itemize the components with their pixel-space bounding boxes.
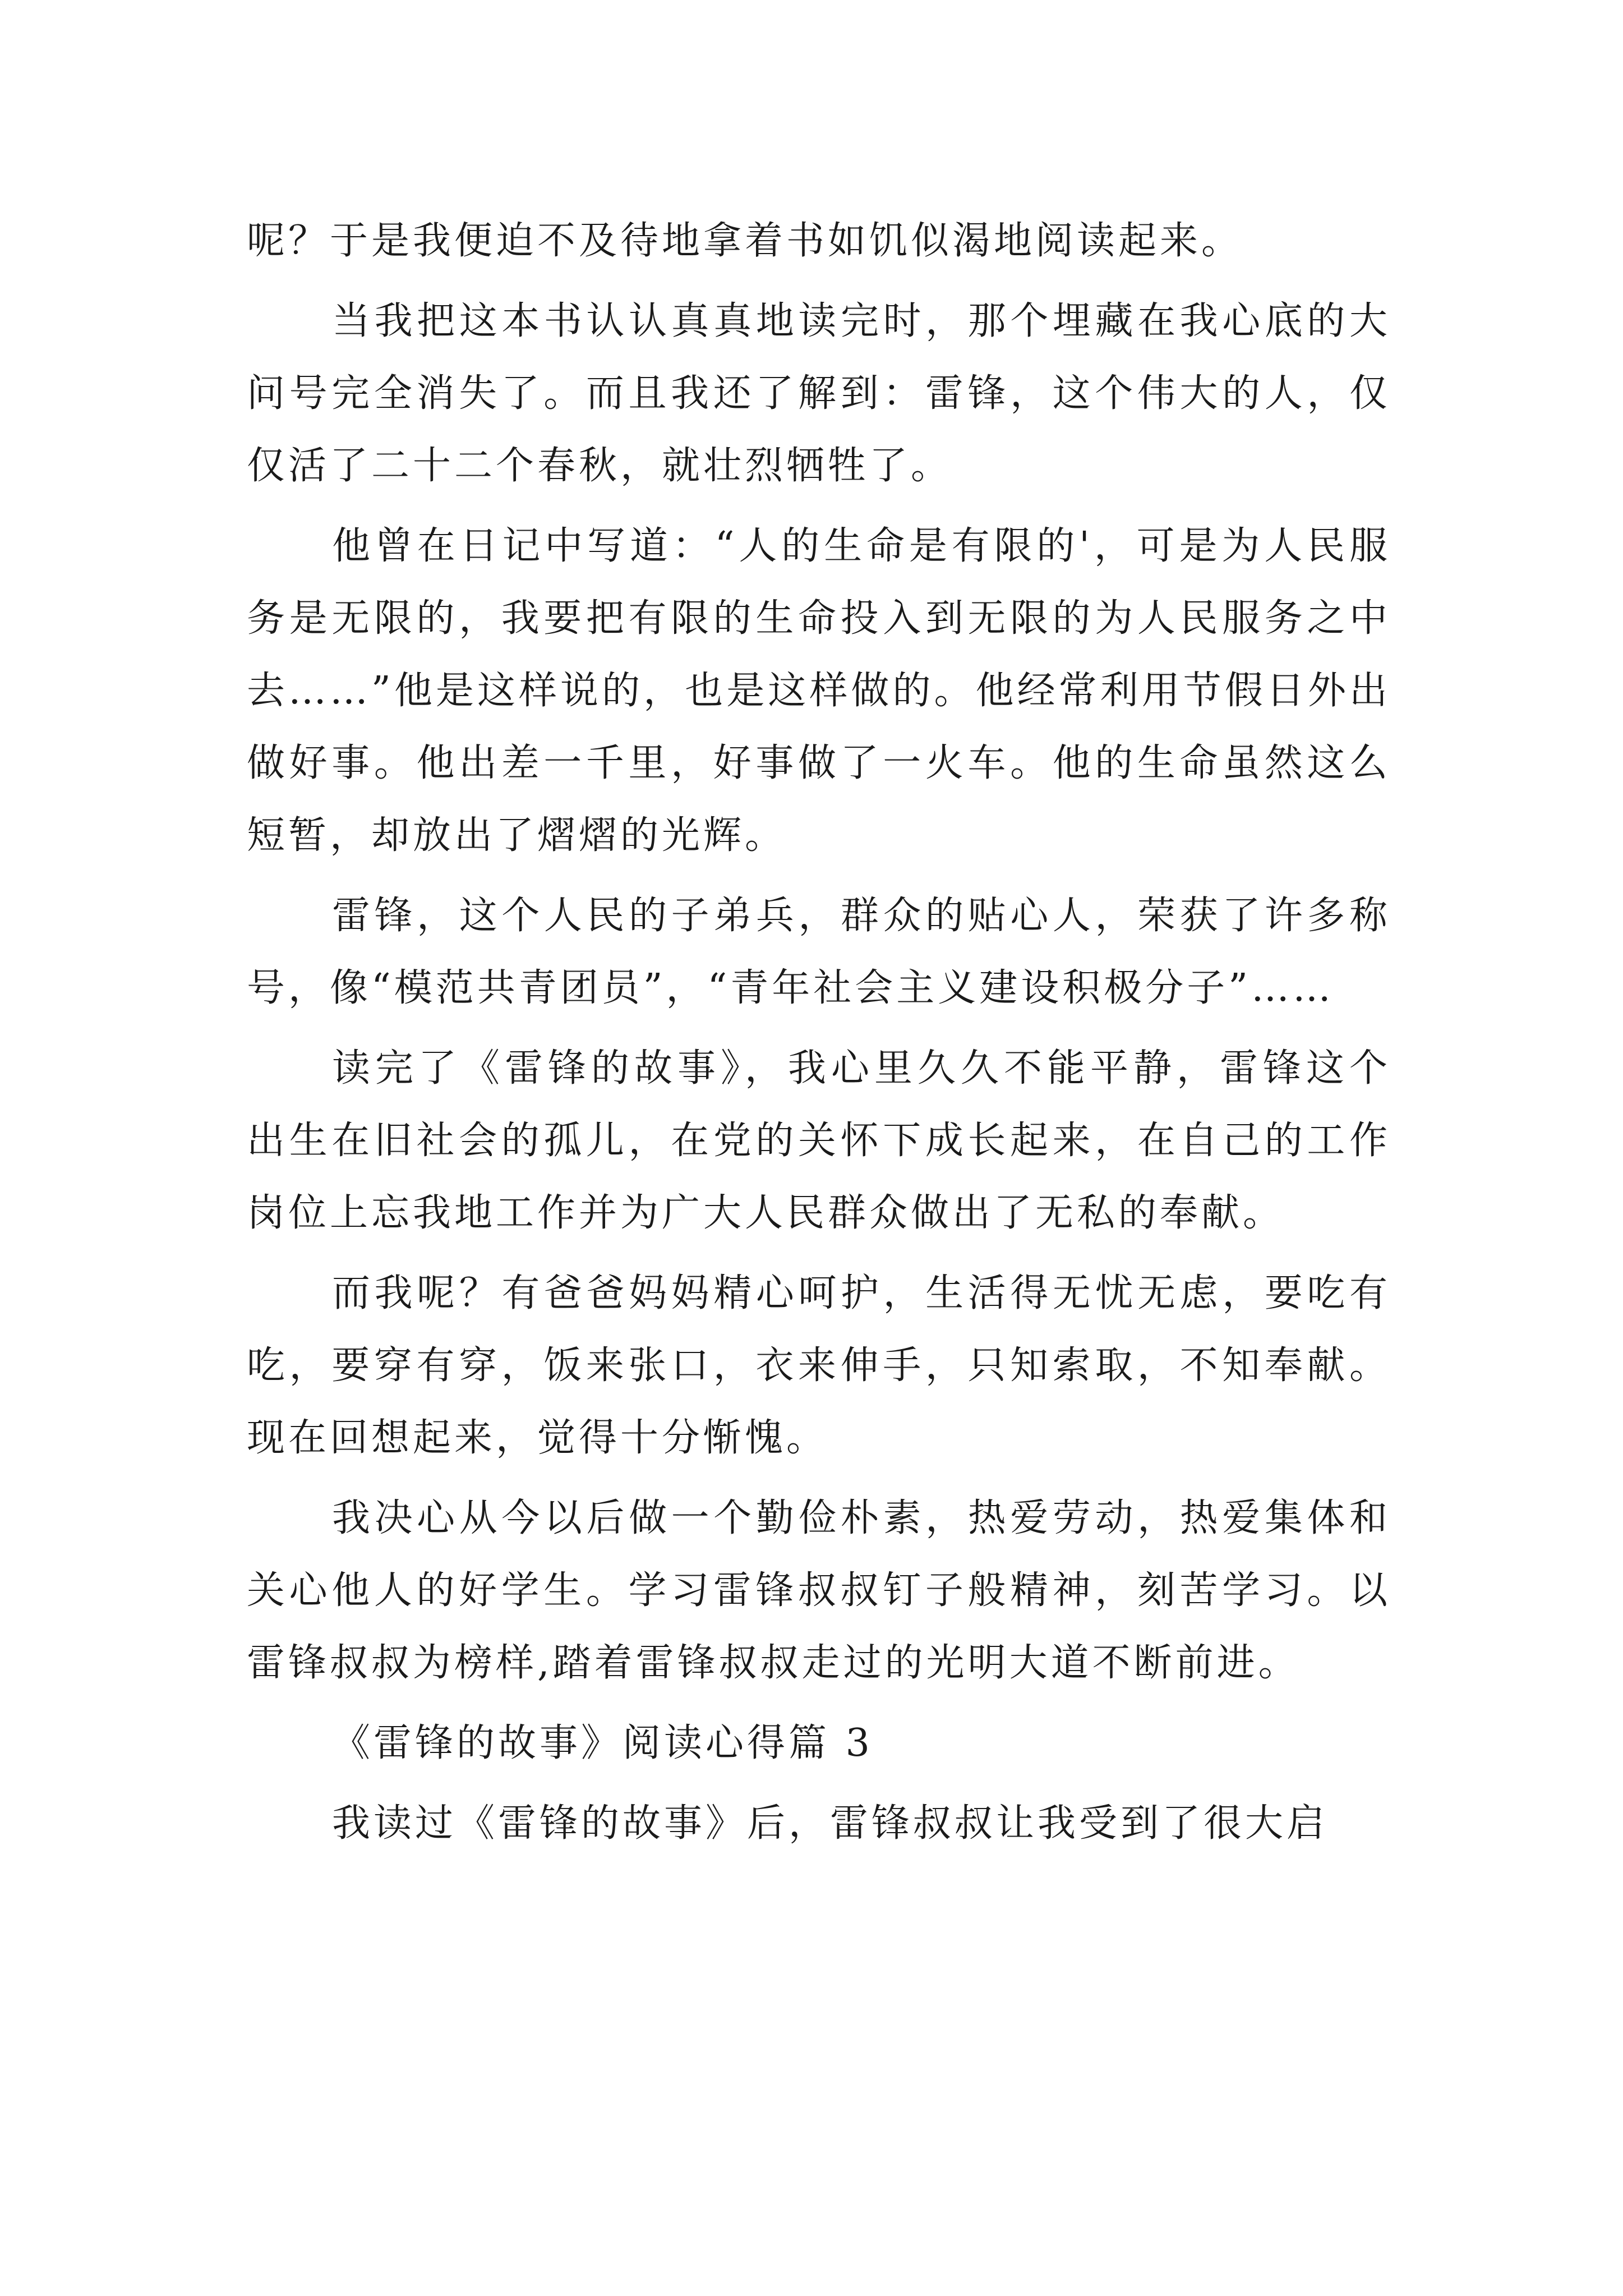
paragraph: 雷锋，这个人民的子弟兵，群众的贴心人，荣获了许多称号，像“模范共青团员”，“青年社会主义建设积极分子”……: [247, 894, 1391, 1010]
paragraph: 而我呢？有爸爸妈妈精心呵护，生活得无忧无虑，要吃有吃，要穿有穿，饭来张口，衣来伸手，只知索取，不知奉献。现在回想起来，觉得十分惭愧。: [247, 1271, 1391, 1460]
paragraph: 读完了《雷锋的故事》，我心里久久不能平静，雷锋这个出生在旧社会的孤儿，在党的关怀下成长起来，在自己的工作岗位上忘我地工作并为广大人民群众做出了无私的奉献。: [247, 1046, 1391, 1235]
document-body: [247, 205, 1391, 1867]
paragraph: 他曾在日记中写道：“人的生命是有限的'，可是为人民服务是无限的，我要把有限的生命投入到无限的为人民服务之中去……”他是这样说的，也是这样做的。他经常利用节假日外出做好事。他出差一千里，好事做了一火车。他的生命虽然这么短暂，却放出了熠熠的光辉。: [247, 524, 1391, 858]
paragraph-continuation: 呢？于是我便迫不及待地拿着书如饥似渴地阅读起来。: [247, 219, 1243, 263]
paragraph: 当我把这本书认认真真地读完时，那个埋藏在我心底的大问号完全消失了。而且我还了解到：雷锋，这个伟大的人，仅仅活了二十二个春秋，就壮烈牺牲了。: [247, 299, 1391, 488]
paragraph-cut-off: 我读过《雷锋的故事》后，雷锋叔叔让我受到了很大启: [332, 1801, 1329, 1846]
paragraph: 我决心从今以后做一个勤俭朴素，热爱劳动，热爱集体和关心他人的好学生。学习雷锋叔叔钉子般精神，刻苦学习。以雷锋叔叔为榜样,踏着雷锋叔叔走过的光明大道不断前进。: [247, 1496, 1391, 1685]
section-heading: 《雷锋的故事》阅读心得篇 3: [332, 1721, 873, 1765]
